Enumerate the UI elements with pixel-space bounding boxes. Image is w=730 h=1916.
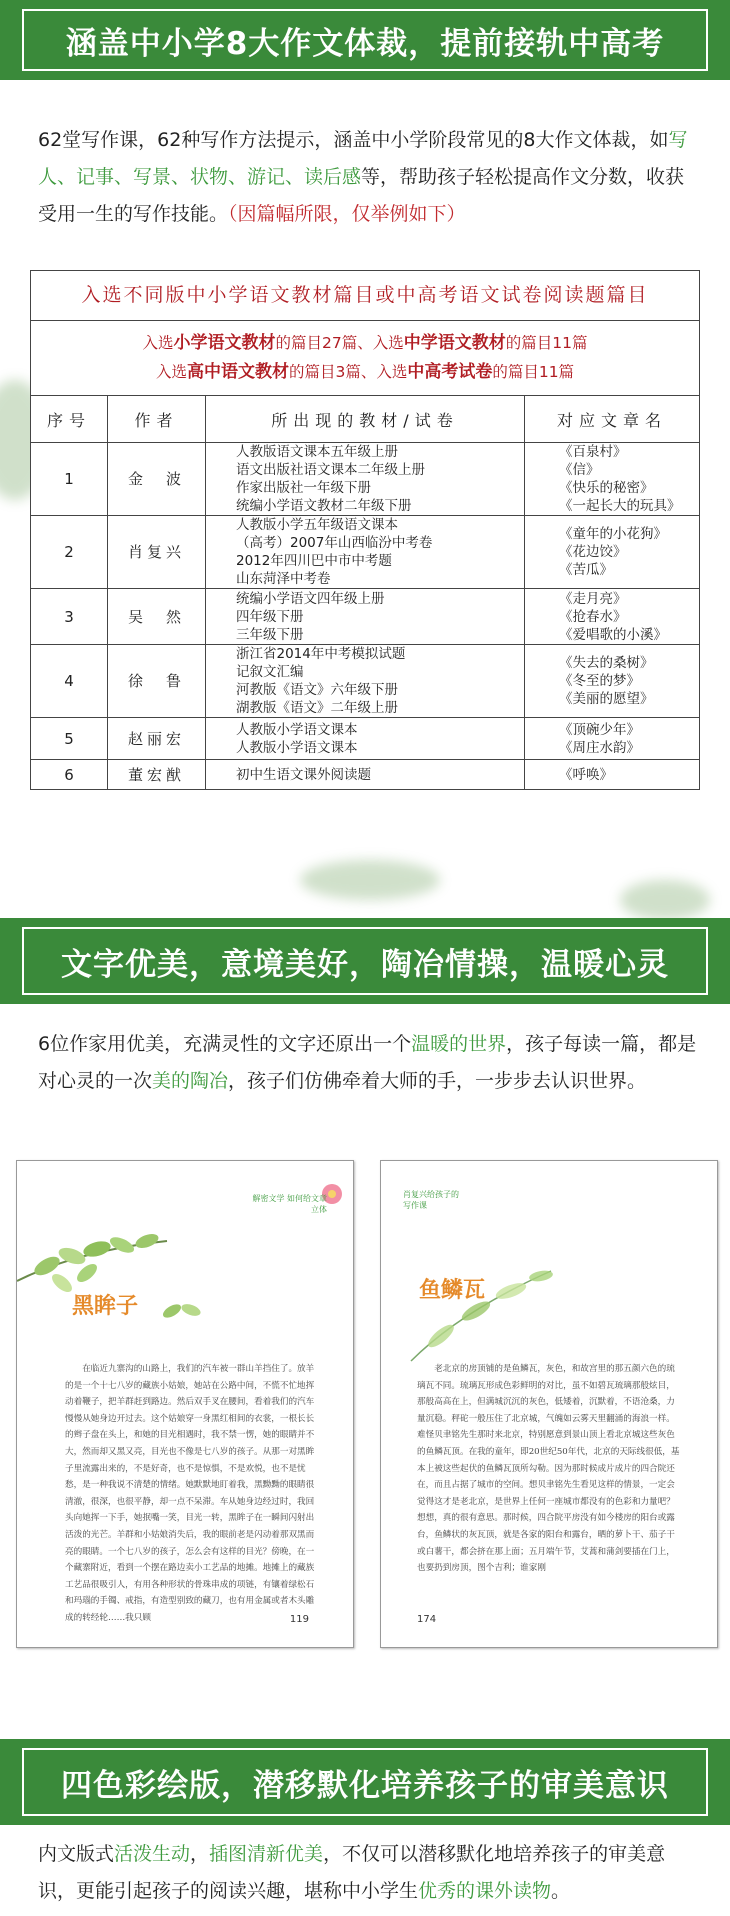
section-banner [0,0,730,80]
banner-title: 文字优美，意境美好，陶冶情操，温暖心灵 [61,946,669,983]
row-articles [525,589,700,645]
table-title: 入选不同版中小学语文教材篇目或中高考语文试卷阅读题篇目 [31,271,700,321]
source-item: 三年级下册 [236,626,304,643]
article-item: 《快乐的秘密》 [559,480,654,496]
page-body-text: 老北京的房顶铺的是鱼鳞瓦，灰色，和故宫里的那五颜六色的琉璃瓦不同。琉璃瓦形成色彩鲜明的对比，虽不如碧瓦琉璃那般炫目，那般高高在上，但满城沉沉的灰色，低矮着，沉默着，不语沧桑，力量沉稳。秤砣一般压住了北京城，气魄如云雾天里翻涌的海浪一样。难怪贝聿铭先生那时来北京，特别愿意到景山顶上看北京城这些灰色的鱼鳞瓦顶。在我的童年，即20世纪50年代，北京的天际线很低，基本上被这些起伏的鱼鳞瓦顶所勾勒。因为那时候成片成片的四合院还在，而且占据了城市的空间。想贝聿铭先生看见这样的情景，一定会觉得这才是老北京，是世界上任何一座城市都没有的色彩和力量吧？想想，真的很有意思。那时候，四合院平房没有如今楼房的阳台或露台，鱼鳞状的灰瓦顶，就是各家的阳台和露台，晒的萝卜干、茄子干或白薯干，都会挤在那上面；五月端午节，艾蒿和蒲剑要插在门上，也要扔到房顶，图个吉利；谁家刚 [417,1364,680,1574]
row-number: 3 [31,589,108,645]
column-header: 作者 [108,396,206,443]
sample-pages [0,1160,730,1650]
summary-text: 的篇目11篇 [492,363,575,381]
summary-text: 入选 [142,334,174,352]
row-author: 吴 然 [108,589,206,645]
row-articles [525,760,700,790]
summary-text: 的篇目11篇 [505,334,588,352]
source-item: 河教版《语文》六年级下册 [236,682,398,698]
article-item: 《百泉村》 [559,444,627,460]
source-item: 人教版语文课本五年级上册 [236,444,398,460]
small-leaves-icon [157,1296,207,1326]
banner-title: 四色彩绘版，潜移默化培养孩子的审美意识 [61,1767,669,1804]
row-sources [206,760,525,790]
row-author: 肖复兴 [108,516,206,589]
table-header-row [31,396,700,443]
row-number: 5 [31,718,108,760]
intro-text: 等，帮助孩子轻松提高作文分数，收获受用一生的写作技能。 [38,166,685,225]
article-item: 《花边饺》 [559,544,627,560]
highlight-text: 优秀的课外读物 [418,1880,552,1902]
page-header: 解密文学 如何给文章立体 [252,1194,327,1214]
intro-note: （因篇幅所限，仅举例如下） [228,203,466,225]
highlight-genres: 写人、记事、写景、状物、游记、读后感 [38,129,688,188]
ink-wash-decoration [300,860,440,900]
summary-bold: 小学语文教材 [173,333,276,353]
source-item: 2012年四川巴中市中考题 [236,553,392,569]
summary-bold: 中学语文教材 [403,333,506,353]
banner-title: 涵盖中小学8大作文体裁，提前接轨中高考 [65,25,665,62]
sample-page-left [16,1160,354,1648]
table-row [31,718,700,760]
table-summary [31,321,700,396]
row-articles [525,443,700,516]
intro-text: 6位作家用优美，充满灵性的文字还原出一个 [38,1033,412,1055]
row-number: 6 [31,760,108,790]
article-item: 《美丽的愿望》 [559,691,654,707]
table-row [31,589,700,645]
source-item: 统编小学语文四年级上册 [236,590,385,607]
source-item: （高考）2007年山西临汾中考卷 [236,535,433,551]
source-item: 人教版小学五年级语文课本 [236,517,398,533]
section-banner [0,918,730,1004]
sample-page-right [380,1160,718,1648]
row-articles [525,645,700,718]
summary-bold: 中高考试卷 [407,362,493,382]
highlight-text: 活泼生动 [114,1843,191,1865]
source-item: 统编小学语文教材二年级下册 [236,498,412,514]
row-articles [525,516,700,589]
table-body [31,443,700,790]
leaf-vine-illustration [401,1251,561,1371]
article-item: 《走月亮》 [559,590,627,607]
table-row [31,645,700,718]
row-sources [206,443,525,516]
source-item: 初中生语文课外阅读题 [236,766,371,783]
intro-text: ，孩子们仿佛牵着大师的手，一步步去认识世界。 [228,1070,647,1092]
source-item: 人教版小学语文课本 [236,721,358,738]
highlight-text: 插图清新优美 [209,1843,324,1865]
row-author: 徐 鲁 [108,645,206,718]
intro-text: ，不仅可以潜移默化地培养孩子的审美意识，更能引起孩子的阅读兴趣，堪称中小学生 [38,1843,666,1902]
summary-bold: 高中语文教材 [186,362,289,382]
article-item: 《周庄水韵》 [559,739,640,756]
article-item: 《抢春水》 [559,608,627,625]
row-author: 金 波 [108,443,206,516]
article-item: 《苦瓜》 [559,562,613,578]
source-item: 人教版小学语文课本 [236,739,358,756]
article-item: 《信》 [559,462,600,478]
article-item: 《童年的小花狗》 [559,526,667,542]
summary-text: 入选 [155,363,187,381]
row-author: 董宏猷 [108,760,206,790]
page-number: 174 [417,1614,437,1625]
article-item: 《爱唱歌的小溪》 [559,626,667,643]
article-item: 《呼唤》 [559,766,613,783]
row-sources [206,645,525,718]
row-sources [206,516,525,589]
row-articles [525,718,700,760]
article-item: 《顶碗少年》 [559,721,640,738]
row-author: 赵丽宏 [108,718,206,760]
intro-paragraph [38,122,698,233]
intro-paragraph [38,1836,698,1910]
intro-text: ， [190,1843,210,1865]
page-body-text: 在临近九寨沟的山路上，我们的汽车被一群山羊挡住了。放羊的是一个十七八岁的藏族小姑娘，她站在公路中间，不慌不忙地挥动着鞭子，把羊群赶到路边。然后双手叉在腰间，看着我们的汽车慢慢从她身边开过去。这个姑娘穿一身黑红相间的衣裳，一根长长的辫子盘在头上，和她的目光相遇时，我不禁一愣，她的眼睛并不大，然而却又黑又亮，目光也不像是七八岁的孩子。从那一对黑眸子里流露出来的，不是好奇，也不是惊惧，不是欢悦，也不是忧愁，是一种我说不清楚的情绪。她默默地盯着我，黑黝黝的眼睛很清澈，很深，也很平静，却一点不呆滞。车从她身边经过时，我回头向她挥一下手，她抿嘴一笑，目光一转，黑眸子在一瞬间闪射出活泼的光芒。羊群和小姑娘消失后，我的眼前老是闪动着那双黑而亮的眼睛。一个七八岁的孩子，怎么会有这样的目光？傍晚，在一个藏寨附近，看到一个摆在路边卖小工艺品的地摊。地摊上的藏族工艺品很吸引人，有用各种形状的骨珠串成的项链，有镶着绿松石和玛瑙的手镯、戒指，有造型别致的藏刀，也有用金属或者木头雕成的转经轮……我只顾 [65,1364,315,1623]
row-number: 1 [31,443,108,516]
intro-paragraph [38,1026,698,1100]
page-number: 119 [289,1614,309,1625]
textbook-table [30,270,700,790]
table-row [31,443,700,516]
row-sources [206,589,525,645]
row-number: 4 [31,645,108,718]
article-item: 《一起长大的玩具》 [559,498,681,514]
summary-text: 的篇目27篇、入选 [275,334,404,352]
intro-text: 。 [551,1880,571,1902]
highlight-text: 温暖的世界 [411,1033,507,1055]
article-item: 《失去的桑树》 [559,655,654,671]
intro-text: 62堂写作课，62种写作方法提示，涵盖中小学阶段常见的8大作文体裁，如 [38,129,669,151]
column-header: 对应文章名 [525,396,700,443]
row-sources [206,718,525,760]
column-header: 所出现的教材/试卷 [206,396,525,443]
intro-text: 内文版式 [38,1843,115,1865]
page-header: 肖复兴给孩子的 写作课 [403,1190,459,1210]
source-item: 记叙文汇编 [236,664,304,680]
column-header: 序号 [31,396,108,443]
ink-wash-decoration [620,880,710,920]
page-title: 黑眸子 [72,1294,139,1319]
summary-text: 的篇目3篇、入选 [288,363,408,381]
table-row [31,516,700,589]
article-item: 《冬至的梦》 [559,673,640,689]
highlight-text: 美的陶冶 [152,1070,229,1092]
table-row [31,760,700,790]
source-item: 作家出版社一年级下册 [236,480,371,496]
source-item: 山东菏泽中考卷 [236,571,331,587]
row-number: 2 [31,516,108,589]
intro-text: ，孩子每读一篇，都是对心灵的一次 [38,1033,697,1092]
source-item: 湖教版《语文》二年级上册 [236,700,398,716]
source-item: 浙江省2014年中考模拟试题 [236,646,406,662]
section-banner [0,1739,730,1825]
source-item: 语文出版社语文课本二年级上册 [236,462,425,478]
page-title: 鱼鳞瓦 [419,1278,486,1303]
source-item: 四年级下册 [236,608,304,625]
